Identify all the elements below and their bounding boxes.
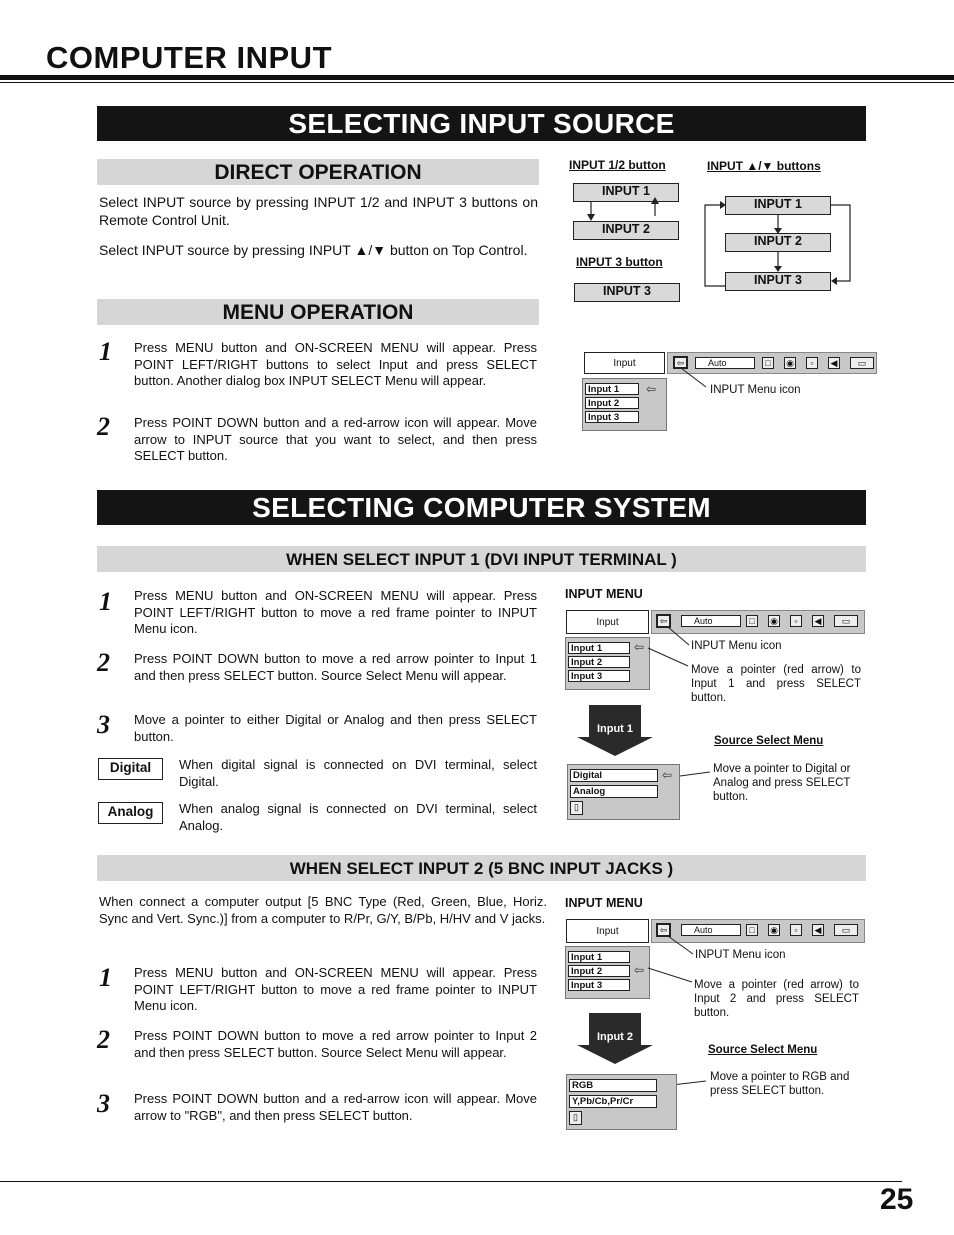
screen-icon: □ [746,615,758,627]
menu-step-2-text: Press POINT DOWN button and a red-arrow icon will appear. Move arrow to INPUT source that you want to select, and then press SELECT button. [134,415,537,463]
input-option-2: Input 2 [568,965,630,977]
sound-icon: ◀ [812,615,824,627]
input-menu-icon-callout: INPUT Menu icon [710,384,801,396]
direct-paragraph-1: Select INPUT source by pressing INPUT 1/2 and INPUT 3 buttons on Remote Control Unit. [99,194,538,228]
color-icon: ◉ [768,924,780,936]
color-icon: ◉ [784,357,796,369]
screen-icon: □ [746,924,758,936]
input2-step-2-text: Press POINT DOWN button to move a red arrow pointer to Input 2 and then press SELECT button. Source Select Menu will appear. [134,1028,537,1060]
step-number: 1 [99,337,112,366]
color-icon: ◉ [768,615,780,627]
exit-door-icon: ▯ [569,1111,582,1125]
source-option-ypbpr: Y,Pb/Cb,Pr/Cr [569,1095,657,1108]
sound-icon: ◀ [812,924,824,936]
input-menu-label: INPUT MENU [565,587,643,601]
input2-intro: When connect a computer output [5 BNC Type (Red, Green, Blue, Horiz. Sync and Vert. Sync.)] from a computer to R/Pr, G/Y, B/Pb, H/HV and V jacks. [99,894,547,926]
analog-button: Analog [98,802,163,824]
source-select-menu-label: Source Select Menu [714,735,824,747]
input1-step-1-text: Press MENU button and ON-SCREEN MENU will appear. Press POINT LEFT/RIGHT button to move a red frame pointer to INPUT Menu icon. [134,588,537,636]
input-menu-tab: Input [566,610,649,634]
input-menu-label: INPUT MENU [565,896,643,910]
input-updown-buttons-label: INPUT ▲/▼ buttons [707,159,821,173]
exit-door-icon: ▯ [570,801,583,815]
remote-input-3-button: INPUT 3 [574,283,680,302]
sound-icon: ◀ [828,357,840,369]
input-option-1: Input 1 [568,951,630,963]
input-1-heading: WHEN SELECT INPUT 1 (DVI INPUT TERMINAL ) [97,546,866,572]
footer-rule [0,1181,902,1182]
top-input-3-button: INPUT 3 [725,272,831,291]
top-input-1-button: INPUT 1 [725,196,831,215]
input-menu-tab: Input [584,352,665,374]
setting-icon: ▭ [834,615,858,627]
auto-field: Auto [681,924,741,936]
direct-paragraph-2: Select INPUT source by pressing INPUT ▲/▼ button on Top Control. [99,242,528,258]
input-option-2: Input 2 [585,397,639,409]
screen-icon: □ [762,357,774,369]
section-banner-input-source: SELECTING INPUT SOURCE [97,106,866,141]
image-icon: ▫ [790,924,802,936]
step-number: 1 [99,587,112,616]
input-menu-icon: ⇦ [656,614,671,628]
input1-step-2-text: Press POINT DOWN button to move a red arrow pointer to Input 1 and then press SELECT button. Source Select Menu will appear. [134,651,537,683]
digital-description: When digital signal is connected on DVI terminal, select Digital. [179,757,537,789]
input-menu-icon-callout: INPUT Menu icon [695,949,786,961]
step-number: 2 [97,1025,110,1054]
input-option-1: Input 1 [585,383,639,395]
step-number: 2 [97,412,110,441]
red-arrow-pointer-icon: ⇦ [662,768,673,782]
input-2-arrow-label: Input 2 [596,1031,634,1043]
menu-operation-heading: MENU OPERATION [97,299,539,325]
image-icon: ▫ [806,357,818,369]
step-number: 2 [97,648,110,677]
input2-step-3-text: Press POINT DOWN button and a red-arrow icon will appear. Move arrow to "RGB", and then press SELECT button. [134,1091,537,1123]
input-1-arrow-label: Input 1 [596,723,634,735]
analog-description: When analog signal is connected on DVI terminal, select Analog. [179,801,537,833]
red-arrow-pointer-icon: ⇦ [634,640,645,654]
remote-input-2-button: INPUT 2 [573,221,679,240]
menu-step-1-text: Press MENU button and ON-SCREEN MENU will appear. Press POINT LEFT/RIGHT buttons to select Input and press SELECT button. Another dialog box INPUT SELECT Menu will appear. [134,340,537,388]
source-select-callout: Move a pointer to Digital or Analog and press SELECT button. [713,763,851,803]
source-option-rgb: RGB [569,1079,657,1092]
input-option-2: Input 2 [568,656,630,668]
input2-step-1-text: Press MENU button and ON-SCREEN MENU will appear. Press POINT LEFT/RIGHT button to move a red frame pointer to INPUT Menu icon. [134,965,537,1013]
input-menu-icon: ⇦ [673,356,688,369]
input-option-1: Input 1 [568,642,630,654]
source-select-menu-label: Source Select Menu [708,1044,818,1056]
input-menu-tab: Input [566,919,649,943]
remote-input-1-button: INPUT 1 [573,183,679,202]
page-number: 25 [880,1183,914,1216]
top-input-2-button: INPUT 2 [725,233,831,252]
source-select-callout: Move a pointer to RGB and press SELECT button. [710,1071,850,1097]
red-arrow-pointer-icon: ⇦ [634,963,645,977]
setting-icon: ▭ [834,924,858,936]
section-banner-computer-system: SELECTING COMPUTER SYSTEM [97,490,866,525]
input-option-3: Input 3 [568,979,630,991]
pointer-callout: Move a pointer (red arrow) to Input 2 and press SELECT button. [694,979,859,1019]
input-3-button-label: INPUT 3 button [576,255,663,269]
pointer-callout: Move a pointer (red arrow) to Input 1 and press SELECT button. [691,664,861,704]
input-menu-icon-callout: INPUT Menu icon [691,640,782,652]
input-menu-icon: ⇦ [656,923,671,937]
auto-field: Auto [695,357,755,369]
source-option-digital: Digital [570,769,658,782]
input-option-3: Input 3 [568,670,630,682]
digital-button: Digital [98,758,163,780]
page-title: COMPUTER INPUT [46,40,332,75]
step-number: 1 [99,963,112,992]
input1-step-3-text: Move a pointer to either Digital or Analog and then press SELECT button. [134,712,537,744]
setting-icon: ▭ [850,357,874,369]
source-option-analog: Analog [570,785,658,798]
direct-operation-heading: DIRECT OPERATION [97,159,539,185]
red-arrow-pointer-icon: ⇦ [646,382,657,396]
input-option-3: Input 3 [585,411,639,423]
input-12-button-label: INPUT 1/2 button [569,158,666,172]
step-number: 3 [97,1089,110,1118]
image-icon: ▫ [790,615,802,627]
step-number: 3 [97,710,110,739]
auto-field: Auto [681,615,741,627]
input-2-heading: WHEN SELECT INPUT 2 (5 BNC INPUT JACKS ) [97,855,866,881]
